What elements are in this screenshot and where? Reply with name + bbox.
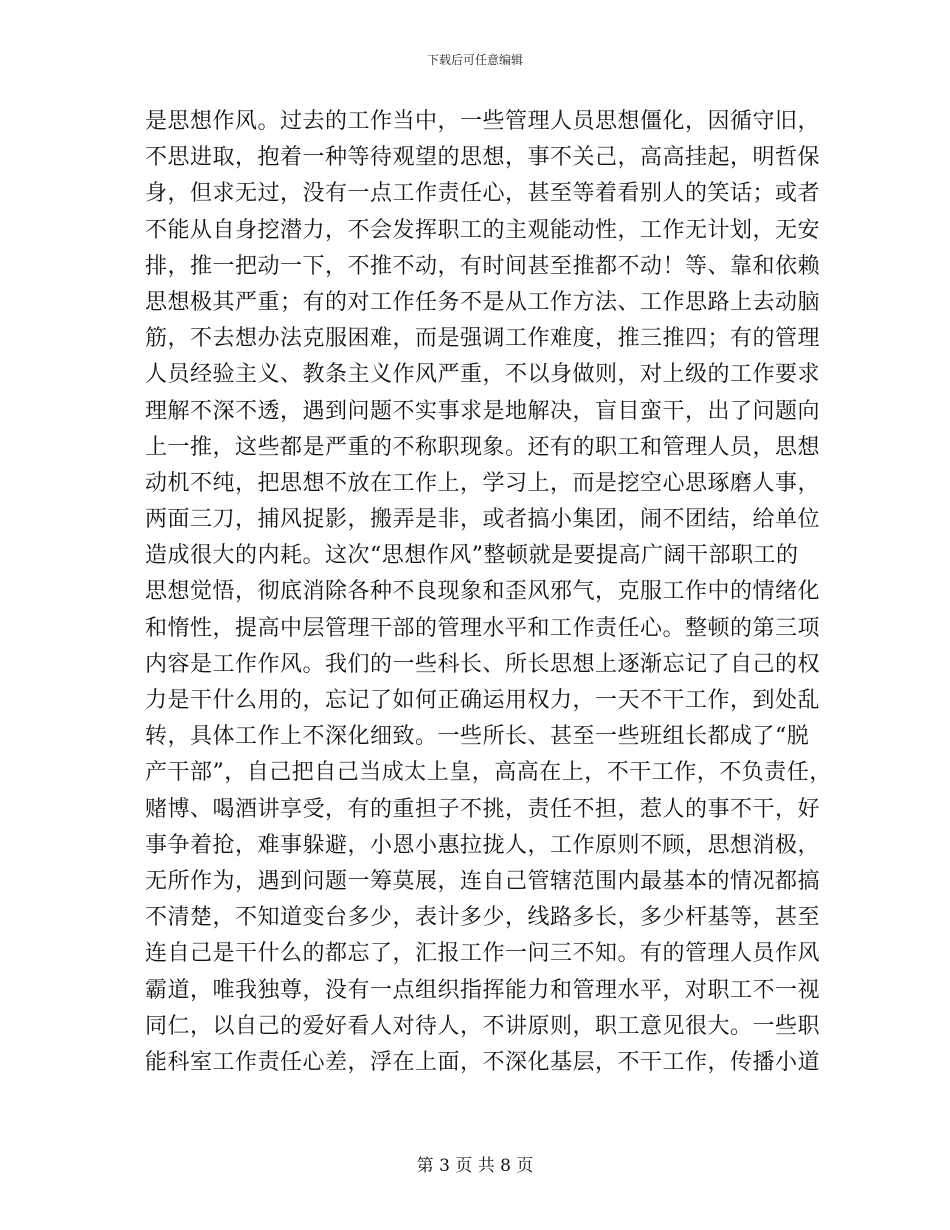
body-line: 人员经验主义、教条主义作风严重，不以身做则，对上级的工作要求 xyxy=(145,362,821,388)
body-line: 同仁，以自己的爱好看人对待人，不讲原则，职工意见很大。一些职 xyxy=(145,1013,821,1039)
body-line: 事争着抢，难事躲避，小恩小惠拉拢人，工作原则不顾，思想消极， xyxy=(145,832,821,858)
body-line: 思想觉悟，彻底消除各种不良现象和歪风邪气，克服工作中的情绪化 xyxy=(145,579,821,605)
body-line: 能科室工作责任心差，浮在上面，不深化基层，不干工作，传播小道 xyxy=(145,1049,821,1075)
body-line: 无所作为，遇到问题一筹莫展，连自己管辖范围内最基本的情况都搞 xyxy=(145,868,821,894)
body-line: 排，推一把动一下，不推不动，有时间甚至推都不动！等、靠和依赖 xyxy=(145,253,821,279)
body-line: 理解不深不透，遇到问题不实事求是地解决，盲目蛮干，出了问题向 xyxy=(145,398,821,424)
body-line: 筋，不去想办法克服困难，而是强调工作难度，推三推四；有的管理 xyxy=(145,326,821,352)
body-line: 造成很大的内耗。这次“思想作风”整顿就是要提高广阔干部职工的 xyxy=(145,543,799,569)
body-line: 两面三刀，捕风捉影，搬弄是非，或者搞小集团，闹不团结，给单位 xyxy=(145,507,821,533)
body-line: 力是干什么用的，忘记了如何正确运用权力，一天不干工作，到处乱 xyxy=(145,688,821,713)
body-line: 是思想作风。过去的工作当中，一些管理人员思想僵化，因循守旧， xyxy=(145,109,821,134)
body-line: 连自己是干什么的都忘了，汇报工作一问三不知。有的管理人员作风 xyxy=(145,941,821,967)
page-header: 下载后可任意编辑 xyxy=(426,53,523,67)
body-line: 不清楚，不知道变台多少，表计多少，线路多长，多少杆基等，甚至 xyxy=(145,905,821,931)
body-line: 转，具体工作上不深化细致。一些所长、甚至一些班组长都成了“脱 xyxy=(145,724,810,750)
document-body xyxy=(145,104,832,1081)
body-line: 不能从自身挖潜力，不会发挥职工的主观能动性，工作无计划，无安 xyxy=(145,217,821,243)
body-line: 思想极其严重；有的对工作任务不是从工作方法、工作思路上去动脑 xyxy=(145,289,821,315)
body-line: 赌博、喝酒讲享受，有的重担子不挑，责任不担，惹人的事不干，好 xyxy=(145,796,821,822)
body-line: 和惰性，提高中层管理干部的管理水平和工作责任心。整顿的第三项 xyxy=(145,615,821,641)
body-line: 霸道，唯我独尊，没有一点组织指挥能力和管理水平，对职工不一视 xyxy=(145,977,821,1003)
page-number: 第 3 页 共 8 页 xyxy=(416,1156,534,1176)
body-line: 产干部”，自己把自己当成太上皇，高高在上，不干工作，不负责任， xyxy=(145,760,832,786)
body-line: 动机不纯，把思想不放在工作上，学习上，而是挖空心思琢磨人事， xyxy=(145,470,821,496)
body-line: 身，但求无过，没有一点工作责任心，甚至等着看别人的笑话；或者 xyxy=(145,181,821,207)
body-line: 上一推，这些都是严重的不称职现象。还有的职工和管理人员，思想 xyxy=(145,434,821,460)
body-line: 不思进取，抱着一种等待观望的思想，事不关己，高高挂起，明哲保 xyxy=(145,145,821,171)
body-line: 内容是工作作风。我们的一些科长、所长思想上逐渐忘记了自己的权 xyxy=(145,651,821,677)
